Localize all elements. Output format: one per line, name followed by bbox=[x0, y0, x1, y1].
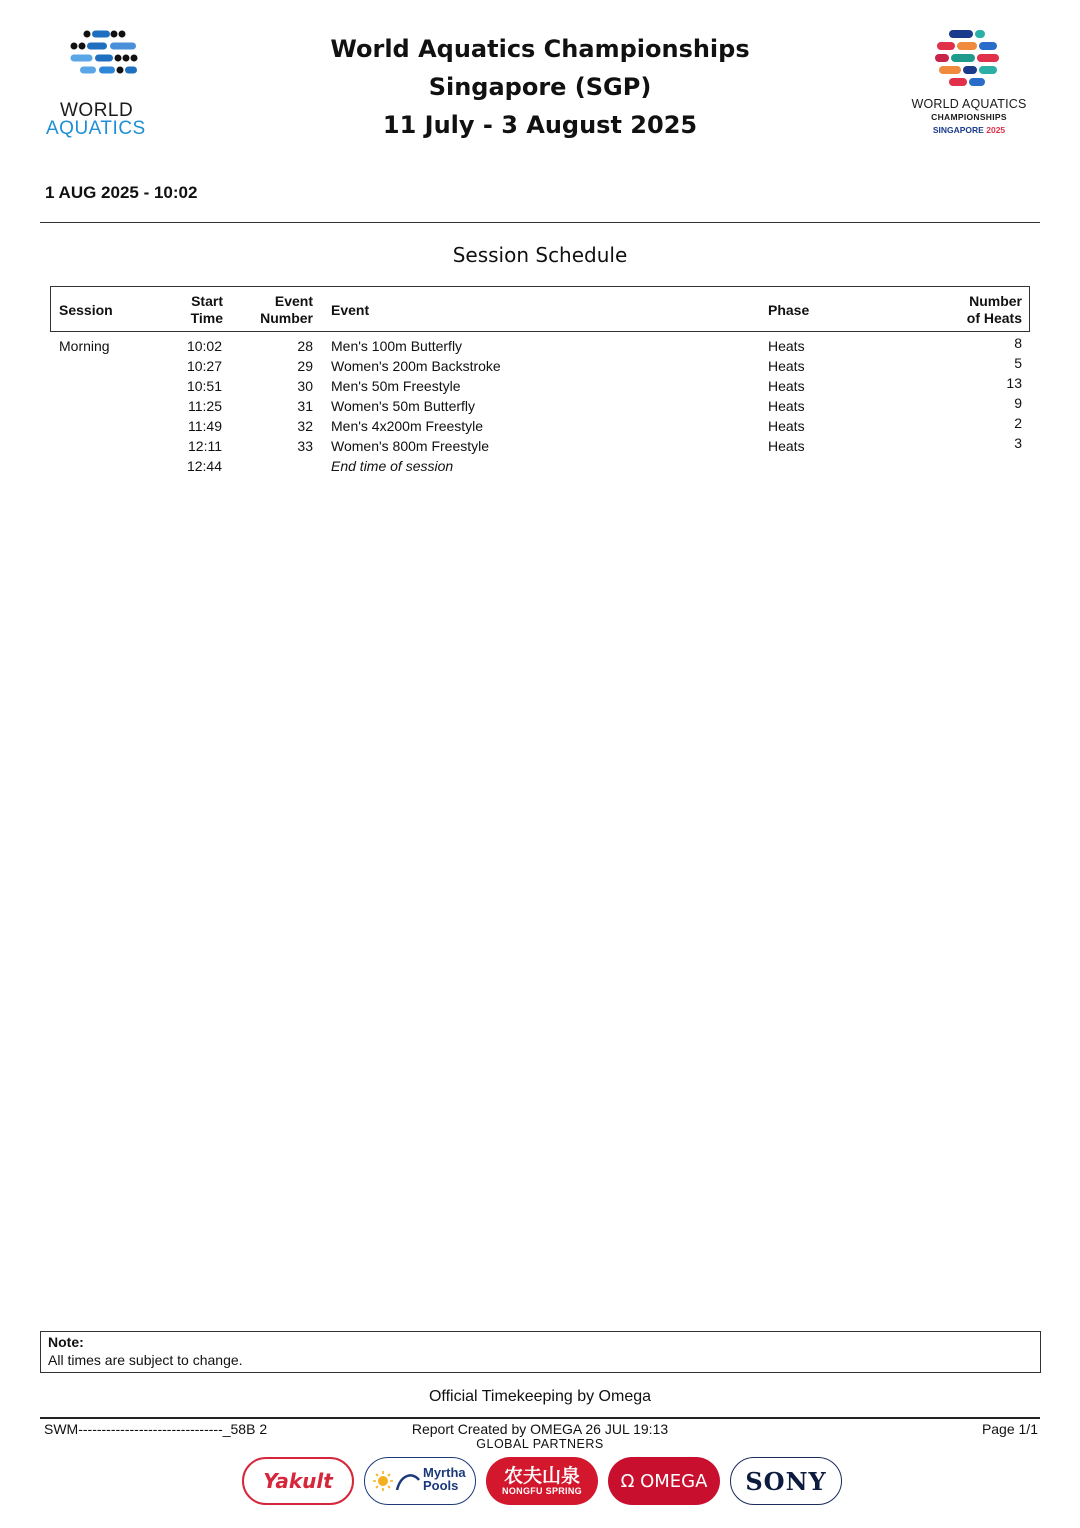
header-heats-1: Number bbox=[969, 293, 1022, 309]
header-phase: Phase bbox=[768, 302, 810, 318]
note-text: All times are subject to change. bbox=[48, 1352, 243, 1368]
row-event-number: 31 bbox=[297, 398, 313, 414]
header-divider bbox=[40, 222, 1040, 223]
row-event: Women's 800m Freestyle bbox=[331, 438, 490, 454]
row-event: Women's 200m Backstroke bbox=[331, 358, 501, 374]
row-event: Men's 100m Butterfly bbox=[331, 338, 463, 354]
header-heats bbox=[921, 293, 1022, 327]
sponsor-myrtha-line-2: Pools bbox=[423, 1478, 459, 1493]
championship-title bbox=[240, 30, 840, 144]
table-row bbox=[50, 336, 1030, 356]
sponsor-nongfu-en-text: NONGFU SPRING bbox=[502, 1485, 582, 1496]
page-number: Page 1/1 bbox=[981, 1421, 1038, 1437]
sponsor-nongfu-cn-text: 农夫山泉 bbox=[503, 1464, 580, 1487]
sponsor-omega-text: Ω OMEGA bbox=[620, 1470, 708, 1492]
world-aquatics-emblem-icon bbox=[70, 30, 140, 78]
row-event: Men's 50m Freestyle bbox=[331, 378, 461, 394]
header-event-number-1: Event bbox=[274, 293, 313, 309]
row-phase: Heats bbox=[768, 398, 805, 414]
sponsor-omega-logo bbox=[608, 1457, 720, 1505]
row-start-time: 12:44 bbox=[186, 458, 222, 474]
sponsor-myrtha-line-1: Myrtha bbox=[423, 1465, 466, 1480]
wave-icon bbox=[395, 1470, 421, 1494]
row-event-number: 33 bbox=[297, 438, 313, 454]
row-heats: 13 bbox=[1006, 375, 1022, 391]
row-phase: Heats bbox=[768, 378, 805, 394]
row-phase: Heats bbox=[768, 358, 805, 374]
session-schedule-title: Session Schedule bbox=[452, 243, 628, 267]
row-event-number: 32 bbox=[297, 418, 313, 434]
sponsor-yakult-text: Yakult bbox=[263, 1469, 333, 1493]
world-aquatics-word-1: WORLD bbox=[60, 100, 134, 121]
row-session: Morning bbox=[59, 338, 110, 354]
footer-divider bbox=[40, 1417, 1040, 1419]
table-row bbox=[50, 396, 1030, 416]
sponsor-myrtha-logo bbox=[364, 1457, 476, 1505]
row-start-time: 10:51 bbox=[186, 378, 222, 394]
report-datetime: 1 AUG 2025 - 10:02 bbox=[45, 183, 198, 202]
row-heats: 5 bbox=[1014, 355, 1022, 371]
championships-emblem-icon bbox=[935, 30, 1001, 92]
row-heats: 8 bbox=[1014, 335, 1022, 351]
row-start-time: 11:49 bbox=[188, 418, 222, 434]
table-row bbox=[50, 436, 1030, 456]
championships-word-1: WORLD AQUATICS bbox=[911, 97, 1027, 111]
sponsor-nongfu-logo bbox=[486, 1457, 598, 1505]
header-event-number-2: Number bbox=[260, 310, 313, 326]
row-heats: 2 bbox=[1014, 415, 1022, 431]
report-code: SWM-------------------------------_58B 2 bbox=[44, 1421, 268, 1437]
row-start-time: 10:02 bbox=[186, 338, 222, 354]
table-row bbox=[50, 376, 1030, 396]
header-event-number bbox=[231, 293, 313, 327]
world-aquatics-logo bbox=[44, 28, 169, 138]
header-session: Session bbox=[59, 302, 113, 318]
timekeeping-credit: Official Timekeeping by Omega bbox=[428, 1388, 652, 1405]
row-start-time: 12:11 bbox=[188, 438, 222, 454]
row-event-number: 30 bbox=[297, 378, 313, 394]
row-phase: Heats bbox=[768, 338, 805, 354]
report-created: Report Created by OMEGA 26 JUL 19:13 bbox=[411, 1421, 669, 1437]
global-partners-label: GLOBAL PARTNERS bbox=[476, 1437, 604, 1451]
world-aquatics-word-2: AQUATICS bbox=[46, 118, 146, 139]
championships-word-2: CHAMPIONSHIPS bbox=[931, 112, 1007, 122]
row-phase: Heats bbox=[768, 438, 805, 454]
sponsor-myrtha-text bbox=[423, 1466, 466, 1492]
sponsor-yakult-logo bbox=[242, 1457, 354, 1505]
championships-city: SINGAPORE bbox=[932, 125, 984, 135]
sponsor-sony-logo bbox=[730, 1457, 842, 1505]
sun-icon bbox=[373, 1471, 393, 1491]
note-title: Note: bbox=[48, 1334, 84, 1350]
row-event: Women's 50m Butterfly bbox=[331, 398, 476, 414]
row-event: End time of session bbox=[331, 458, 454, 474]
row-phase: Heats bbox=[768, 418, 805, 434]
table-row bbox=[50, 356, 1030, 376]
title-line-3: 11 July - 3 August 2025 bbox=[382, 111, 698, 139]
row-start-time: 11:25 bbox=[188, 398, 222, 414]
championships-word-3 bbox=[895, 125, 1043, 135]
table-row bbox=[50, 416, 1030, 436]
row-event-number: 28 bbox=[297, 338, 313, 354]
championships-logo bbox=[895, 28, 1043, 138]
row-event: Men's 4x200m Freestyle bbox=[331, 418, 484, 434]
header-start-time bbox=[151, 293, 223, 327]
header-event: Event bbox=[331, 302, 370, 318]
row-heats: 9 bbox=[1014, 395, 1022, 411]
row-start-time: 10:27 bbox=[186, 358, 222, 374]
row-event-number: 29 bbox=[297, 358, 313, 374]
sponsor-sony-text: SONY bbox=[745, 1466, 827, 1496]
title-line-2: Singapore (SGP) bbox=[428, 73, 652, 101]
header-heats-2: of Heats bbox=[966, 310, 1022, 326]
schedule-table-header bbox=[50, 286, 1030, 332]
title-line-1: World Aquatics Championships bbox=[330, 35, 750, 63]
note-box bbox=[40, 1331, 1041, 1373]
table-row bbox=[50, 456, 1030, 476]
championships-year: 2025 bbox=[986, 125, 1006, 135]
header-start-time-1: Start bbox=[191, 293, 223, 309]
row-heats: 3 bbox=[1014, 435, 1022, 451]
header-start-time-2: Time bbox=[190, 310, 223, 326]
